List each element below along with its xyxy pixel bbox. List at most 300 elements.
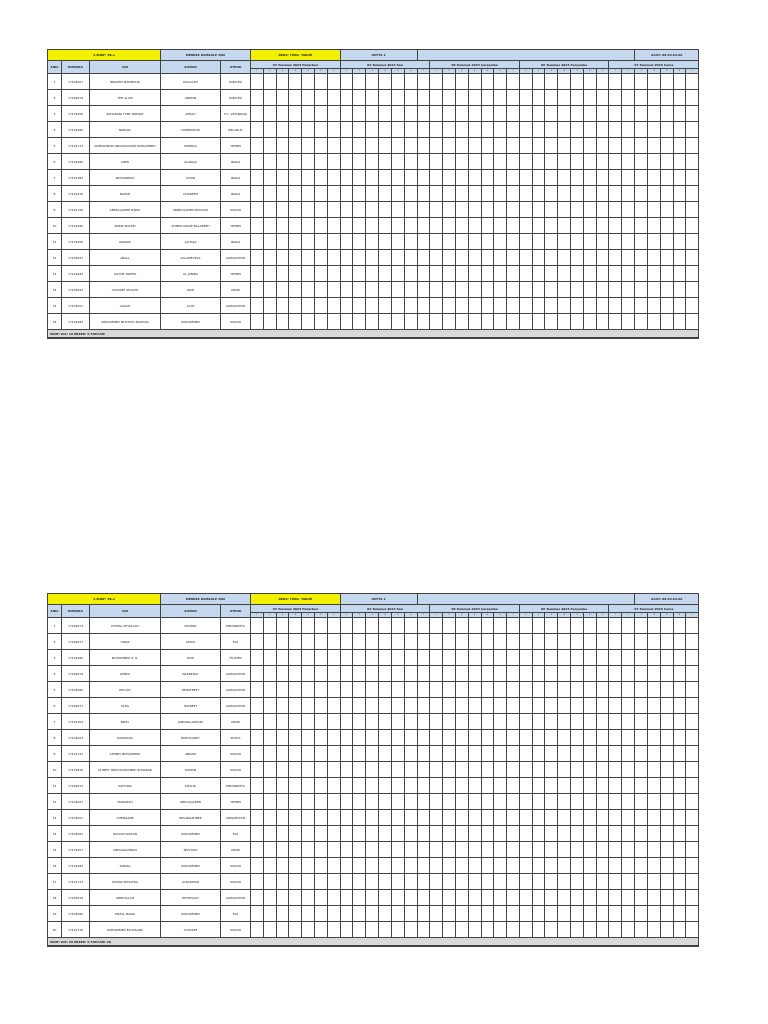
- attendance-cell[interactable]: [507, 778, 520, 794]
- attendance-cell[interactable]: [532, 906, 545, 922]
- attendance-cell[interactable]: [673, 138, 686, 154]
- attendance-cell[interactable]: [648, 186, 661, 202]
- attendance-cell[interactable]: [443, 762, 456, 778]
- attendance-cell[interactable]: [430, 298, 443, 314]
- attendance-cell[interactable]: [391, 874, 404, 890]
- attendance-cell[interactable]: [302, 666, 315, 682]
- attendance-cell[interactable]: [532, 730, 545, 746]
- attendance-cell[interactable]: [673, 282, 686, 298]
- attendance-cell[interactable]: [571, 874, 584, 890]
- attendance-cell[interactable]: [660, 266, 673, 282]
- attendance-cell[interactable]: [276, 746, 289, 762]
- attendance-cell[interactable]: [519, 90, 532, 106]
- attendance-cell[interactable]: [571, 698, 584, 714]
- attendance-cell[interactable]: [519, 762, 532, 778]
- attendance-cell[interactable]: [443, 74, 456, 90]
- attendance-cell[interactable]: [596, 202, 609, 218]
- attendance-cell[interactable]: [404, 906, 417, 922]
- attendance-cell[interactable]: [353, 874, 366, 890]
- attendance-cell[interactable]: [481, 618, 494, 634]
- attendance-cell[interactable]: [622, 618, 635, 634]
- attendance-cell[interactable]: [609, 858, 622, 874]
- attendance-cell[interactable]: [379, 314, 392, 330]
- attendance-cell[interactable]: [263, 682, 276, 698]
- attendance-cell[interactable]: [276, 810, 289, 826]
- attendance-cell[interactable]: [302, 234, 315, 250]
- attendance-cell[interactable]: [507, 122, 520, 138]
- attendance-cell[interactable]: [648, 810, 661, 826]
- attendance-cell[interactable]: [391, 714, 404, 730]
- attendance-cell[interactable]: [660, 842, 673, 858]
- attendance-cell[interactable]: [571, 906, 584, 922]
- attendance-cell[interactable]: [327, 746, 340, 762]
- attendance-cell[interactable]: [673, 218, 686, 234]
- attendance-cell[interactable]: [481, 682, 494, 698]
- attendance-cell[interactable]: [673, 906, 686, 922]
- attendance-cell[interactable]: [635, 698, 648, 714]
- attendance-cell[interactable]: [481, 746, 494, 762]
- attendance-cell[interactable]: [455, 106, 468, 122]
- attendance-cell[interactable]: [571, 186, 584, 202]
- attendance-cell[interactable]: [327, 778, 340, 794]
- attendance-cell[interactable]: [289, 218, 302, 234]
- attendance-cell[interactable]: [379, 266, 392, 282]
- attendance-cell[interactable]: [468, 298, 481, 314]
- attendance-cell[interactable]: [443, 714, 456, 730]
- attendance-cell[interactable]: [315, 122, 328, 138]
- attendance-cell[interactable]: [596, 138, 609, 154]
- attendance-cell[interactable]: [366, 282, 379, 298]
- attendance-cell[interactable]: [673, 826, 686, 842]
- attendance-cell[interactable]: [673, 762, 686, 778]
- attendance-cell[interactable]: [571, 650, 584, 666]
- attendance-cell[interactable]: [443, 250, 456, 266]
- attendance-cell[interactable]: [366, 826, 379, 842]
- attendance-cell[interactable]: [251, 794, 264, 810]
- attendance-cell[interactable]: [315, 698, 328, 714]
- attendance-cell[interactable]: [366, 778, 379, 794]
- attendance-cell[interactable]: [673, 810, 686, 826]
- attendance-cell[interactable]: [251, 234, 264, 250]
- attendance-cell[interactable]: [263, 890, 276, 906]
- attendance-cell[interactable]: [430, 762, 443, 778]
- attendance-cell[interactable]: [289, 74, 302, 90]
- attendance-cell[interactable]: [366, 746, 379, 762]
- attendance-cell[interactable]: [686, 922, 699, 938]
- attendance-cell[interactable]: [481, 74, 494, 90]
- attendance-cell[interactable]: [302, 794, 315, 810]
- attendance-cell[interactable]: [340, 618, 353, 634]
- attendance-cell[interactable]: [686, 906, 699, 922]
- attendance-cell[interactable]: [583, 106, 596, 122]
- attendance-cell[interactable]: [635, 266, 648, 282]
- attendance-cell[interactable]: [289, 250, 302, 266]
- attendance-cell[interactable]: [251, 106, 264, 122]
- attendance-cell[interactable]: [430, 922, 443, 938]
- attendance-cell[interactable]: [353, 234, 366, 250]
- attendance-cell[interactable]: [251, 650, 264, 666]
- attendance-cell[interactable]: [558, 170, 571, 186]
- attendance-cell[interactable]: [353, 778, 366, 794]
- attendance-cell[interactable]: [481, 794, 494, 810]
- attendance-cell[interactable]: [648, 858, 661, 874]
- attendance-cell[interactable]: [366, 186, 379, 202]
- attendance-cell[interactable]: [583, 202, 596, 218]
- attendance-cell[interactable]: [417, 650, 430, 666]
- attendance-cell[interactable]: [251, 218, 264, 234]
- attendance-cell[interactable]: [545, 186, 558, 202]
- attendance-cell[interactable]: [327, 122, 340, 138]
- attendance-cell[interactable]: [404, 650, 417, 666]
- attendance-cell[interactable]: [635, 810, 648, 826]
- attendance-cell[interactable]: [455, 634, 468, 650]
- attendance-cell[interactable]: [481, 282, 494, 298]
- attendance-cell[interactable]: [366, 810, 379, 826]
- attendance-cell[interactable]: [251, 826, 264, 842]
- attendance-cell[interactable]: [251, 122, 264, 138]
- attendance-cell[interactable]: [379, 810, 392, 826]
- attendance-cell[interactable]: [276, 842, 289, 858]
- attendance-cell[interactable]: [289, 298, 302, 314]
- attendance-cell[interactable]: [302, 922, 315, 938]
- attendance-cell[interactable]: [276, 74, 289, 90]
- attendance-cell[interactable]: [545, 138, 558, 154]
- attendance-cell[interactable]: [302, 298, 315, 314]
- attendance-cell[interactable]: [545, 842, 558, 858]
- attendance-cell[interactable]: [289, 106, 302, 122]
- attendance-cell[interactable]: [558, 698, 571, 714]
- attendance-cell[interactable]: [622, 666, 635, 682]
- attendance-cell[interactable]: [558, 186, 571, 202]
- attendance-cell[interactable]: [391, 282, 404, 298]
- attendance-cell[interactable]: [276, 186, 289, 202]
- attendance-cell[interactable]: [340, 202, 353, 218]
- attendance-cell[interactable]: [583, 906, 596, 922]
- attendance-cell[interactable]: [366, 730, 379, 746]
- attendance-cell[interactable]: [468, 794, 481, 810]
- attendance-cell[interactable]: [571, 858, 584, 874]
- attendance-cell[interactable]: [507, 682, 520, 698]
- attendance-cell[interactable]: [660, 650, 673, 666]
- attendance-cell[interactable]: [263, 186, 276, 202]
- attendance-cell[interactable]: [391, 698, 404, 714]
- attendance-cell[interactable]: [327, 810, 340, 826]
- attendance-cell[interactable]: [545, 90, 558, 106]
- attendance-cell[interactable]: [430, 234, 443, 250]
- attendance-cell[interactable]: [315, 154, 328, 170]
- attendance-cell[interactable]: [417, 666, 430, 682]
- attendance-cell[interactable]: [673, 842, 686, 858]
- attendance-cell[interactable]: [635, 122, 648, 138]
- attendance-cell[interactable]: [443, 826, 456, 842]
- attendance-cell[interactable]: [609, 778, 622, 794]
- attendance-cell[interactable]: [263, 90, 276, 106]
- attendance-cell[interactable]: [609, 202, 622, 218]
- attendance-cell[interactable]: [660, 778, 673, 794]
- attendance-cell[interactable]: [571, 794, 584, 810]
- attendance-cell[interactable]: [302, 730, 315, 746]
- attendance-cell[interactable]: [673, 778, 686, 794]
- attendance-cell[interactable]: [558, 922, 571, 938]
- attendance-cell[interactable]: [276, 282, 289, 298]
- attendance-cell[interactable]: [519, 794, 532, 810]
- attendance-cell[interactable]: [302, 874, 315, 890]
- attendance-cell[interactable]: [276, 794, 289, 810]
- attendance-cell[interactable]: [507, 298, 520, 314]
- attendance-cell[interactable]: [276, 666, 289, 682]
- attendance-cell[interactable]: [340, 682, 353, 698]
- attendance-cell[interactable]: [404, 922, 417, 938]
- attendance-cell[interactable]: [660, 794, 673, 810]
- attendance-cell[interactable]: [673, 698, 686, 714]
- attendance-cell[interactable]: [481, 170, 494, 186]
- attendance-cell[interactable]: [379, 906, 392, 922]
- attendance-cell[interactable]: [622, 234, 635, 250]
- attendance-cell[interactable]: [315, 746, 328, 762]
- attendance-cell[interactable]: [532, 234, 545, 250]
- attendance-cell[interactable]: [622, 890, 635, 906]
- attendance-cell[interactable]: [660, 922, 673, 938]
- attendance-cell[interactable]: [596, 250, 609, 266]
- attendance-cell[interactable]: [635, 202, 648, 218]
- attendance-cell[interactable]: [417, 794, 430, 810]
- attendance-cell[interactable]: [443, 922, 456, 938]
- attendance-cell[interactable]: [379, 762, 392, 778]
- attendance-cell[interactable]: [660, 106, 673, 122]
- attendance-cell[interactable]: [596, 858, 609, 874]
- attendance-cell[interactable]: [468, 650, 481, 666]
- attendance-cell[interactable]: [583, 730, 596, 746]
- attendance-cell[interactable]: [673, 186, 686, 202]
- attendance-cell[interactable]: [430, 650, 443, 666]
- attendance-cell[interactable]: [583, 922, 596, 938]
- attendance-cell[interactable]: [289, 202, 302, 218]
- attendance-cell[interactable]: [391, 666, 404, 682]
- attendance-cell[interactable]: [404, 746, 417, 762]
- attendance-cell[interactable]: [571, 762, 584, 778]
- attendance-cell[interactable]: [468, 682, 481, 698]
- attendance-cell[interactable]: [596, 922, 609, 938]
- attendance-cell[interactable]: [635, 874, 648, 890]
- attendance-cell[interactable]: [327, 906, 340, 922]
- attendance-cell[interactable]: [596, 266, 609, 282]
- attendance-cell[interactable]: [609, 762, 622, 778]
- attendance-cell[interactable]: [251, 314, 264, 330]
- attendance-cell[interactable]: [404, 186, 417, 202]
- attendance-cell[interactable]: [648, 634, 661, 650]
- attendance-cell[interactable]: [391, 746, 404, 762]
- attendance-cell[interactable]: [519, 746, 532, 762]
- attendance-cell[interactable]: [340, 122, 353, 138]
- attendance-cell[interactable]: [263, 698, 276, 714]
- attendance-cell[interactable]: [558, 122, 571, 138]
- attendance-cell[interactable]: [596, 618, 609, 634]
- attendance-cell[interactable]: [417, 74, 430, 90]
- attendance-cell[interactable]: [660, 714, 673, 730]
- attendance-cell[interactable]: [494, 122, 507, 138]
- attendance-cell[interactable]: [660, 730, 673, 746]
- attendance-cell[interactable]: [571, 106, 584, 122]
- attendance-cell[interactable]: [532, 666, 545, 682]
- attendance-cell[interactable]: [366, 698, 379, 714]
- attendance-cell[interactable]: [263, 842, 276, 858]
- attendance-cell[interactable]: [251, 618, 264, 634]
- attendance-cell[interactable]: [276, 890, 289, 906]
- attendance-cell[interactable]: [315, 634, 328, 650]
- attendance-cell[interactable]: [366, 634, 379, 650]
- attendance-cell[interactable]: [366, 266, 379, 282]
- attendance-cell[interactable]: [545, 874, 558, 890]
- attendance-cell[interactable]: [596, 730, 609, 746]
- attendance-cell[interactable]: [327, 90, 340, 106]
- attendance-cell[interactable]: [251, 698, 264, 714]
- attendance-cell[interactable]: [545, 234, 558, 250]
- attendance-cell[interactable]: [635, 74, 648, 90]
- attendance-cell[interactable]: [263, 250, 276, 266]
- attendance-cell[interactable]: [366, 122, 379, 138]
- attendance-cell[interactable]: [507, 842, 520, 858]
- attendance-cell[interactable]: [558, 810, 571, 826]
- attendance-cell[interactable]: [391, 218, 404, 234]
- attendance-cell[interactable]: [635, 186, 648, 202]
- attendance-cell[interactable]: [519, 858, 532, 874]
- attendance-cell[interactable]: [430, 282, 443, 298]
- attendance-cell[interactable]: [673, 74, 686, 90]
- attendance-cell[interactable]: [532, 858, 545, 874]
- attendance-cell[interactable]: [609, 618, 622, 634]
- attendance-cell[interactable]: [327, 234, 340, 250]
- attendance-cell[interactable]: [507, 714, 520, 730]
- attendance-cell[interactable]: [571, 618, 584, 634]
- attendance-cell[interactable]: [686, 106, 699, 122]
- attendance-cell[interactable]: [417, 90, 430, 106]
- attendance-cell[interactable]: [660, 682, 673, 698]
- attendance-cell[interactable]: [391, 826, 404, 842]
- attendance-cell[interactable]: [571, 682, 584, 698]
- attendance-cell[interactable]: [263, 810, 276, 826]
- attendance-cell[interactable]: [353, 298, 366, 314]
- attendance-cell[interactable]: [635, 730, 648, 746]
- attendance-cell[interactable]: [263, 650, 276, 666]
- attendance-cell[interactable]: [391, 74, 404, 90]
- attendance-cell[interactable]: [609, 298, 622, 314]
- attendance-cell[interactable]: [366, 922, 379, 938]
- attendance-cell[interactable]: [276, 874, 289, 890]
- attendance-cell[interactable]: [507, 650, 520, 666]
- attendance-cell[interactable]: [507, 698, 520, 714]
- attendance-cell[interactable]: [583, 186, 596, 202]
- attendance-cell[interactable]: [340, 282, 353, 298]
- attendance-cell[interactable]: [622, 842, 635, 858]
- attendance-cell[interactable]: [353, 138, 366, 154]
- attendance-cell[interactable]: [430, 810, 443, 826]
- attendance-cell[interactable]: [468, 810, 481, 826]
- attendance-cell[interactable]: [404, 698, 417, 714]
- attendance-cell[interactable]: [340, 666, 353, 682]
- attendance-cell[interactable]: [532, 106, 545, 122]
- attendance-cell[interactable]: [417, 106, 430, 122]
- attendance-cell[interactable]: [545, 170, 558, 186]
- attendance-cell[interactable]: [391, 266, 404, 282]
- attendance-cell[interactable]: [558, 906, 571, 922]
- attendance-cell[interactable]: [481, 810, 494, 826]
- attendance-cell[interactable]: [686, 778, 699, 794]
- attendance-cell[interactable]: [302, 202, 315, 218]
- attendance-cell[interactable]: [507, 746, 520, 762]
- attendance-cell[interactable]: [507, 634, 520, 650]
- attendance-cell[interactable]: [263, 618, 276, 634]
- attendance-cell[interactable]: [583, 810, 596, 826]
- attendance-cell[interactable]: [648, 138, 661, 154]
- attendance-cell[interactable]: [379, 858, 392, 874]
- attendance-cell[interactable]: [443, 906, 456, 922]
- attendance-cell[interactable]: [519, 122, 532, 138]
- attendance-cell[interactable]: [263, 794, 276, 810]
- attendance-cell[interactable]: [571, 666, 584, 682]
- attendance-cell[interactable]: [302, 842, 315, 858]
- attendance-cell[interactable]: [391, 154, 404, 170]
- attendance-cell[interactable]: [494, 202, 507, 218]
- attendance-cell[interactable]: [417, 874, 430, 890]
- attendance-cell[interactable]: [686, 122, 699, 138]
- attendance-cell[interactable]: [353, 170, 366, 186]
- attendance-cell[interactable]: [468, 618, 481, 634]
- attendance-cell[interactable]: [494, 74, 507, 90]
- attendance-cell[interactable]: [507, 218, 520, 234]
- attendance-cell[interactable]: [648, 682, 661, 698]
- attendance-cell[interactable]: [519, 618, 532, 634]
- attendance-cell[interactable]: [379, 154, 392, 170]
- attendance-cell[interactable]: [353, 698, 366, 714]
- attendance-cell[interactable]: [379, 714, 392, 730]
- attendance-cell[interactable]: [340, 298, 353, 314]
- attendance-cell[interactable]: [430, 90, 443, 106]
- attendance-cell[interactable]: [404, 682, 417, 698]
- attendance-cell[interactable]: [327, 858, 340, 874]
- attendance-cell[interactable]: [622, 170, 635, 186]
- attendance-cell[interactable]: [353, 842, 366, 858]
- attendance-cell[interactable]: [507, 266, 520, 282]
- attendance-cell[interactable]: [571, 122, 584, 138]
- attendance-cell[interactable]: [468, 762, 481, 778]
- attendance-cell[interactable]: [276, 250, 289, 266]
- attendance-cell[interactable]: [507, 762, 520, 778]
- attendance-cell[interactable]: [686, 794, 699, 810]
- attendance-cell[interactable]: [635, 762, 648, 778]
- attendance-cell[interactable]: [609, 234, 622, 250]
- attendance-cell[interactable]: [519, 234, 532, 250]
- attendance-cell[interactable]: [404, 138, 417, 154]
- attendance-cell[interactable]: [455, 282, 468, 298]
- attendance-cell[interactable]: [635, 138, 648, 154]
- attendance-cell[interactable]: [571, 282, 584, 298]
- attendance-cell[interactable]: [545, 650, 558, 666]
- attendance-cell[interactable]: [571, 730, 584, 746]
- attendance-cell[interactable]: [609, 794, 622, 810]
- attendance-cell[interactable]: [494, 874, 507, 890]
- attendance-cell[interactable]: [596, 186, 609, 202]
- attendance-cell[interactable]: [379, 842, 392, 858]
- attendance-cell[interactable]: [366, 218, 379, 234]
- attendance-cell[interactable]: [583, 170, 596, 186]
- attendance-cell[interactable]: [315, 170, 328, 186]
- attendance-cell[interactable]: [302, 282, 315, 298]
- attendance-cell[interactable]: [327, 154, 340, 170]
- attendance-cell[interactable]: [340, 890, 353, 906]
- attendance-cell[interactable]: [468, 634, 481, 650]
- attendance-cell[interactable]: [686, 890, 699, 906]
- attendance-cell[interactable]: [327, 314, 340, 330]
